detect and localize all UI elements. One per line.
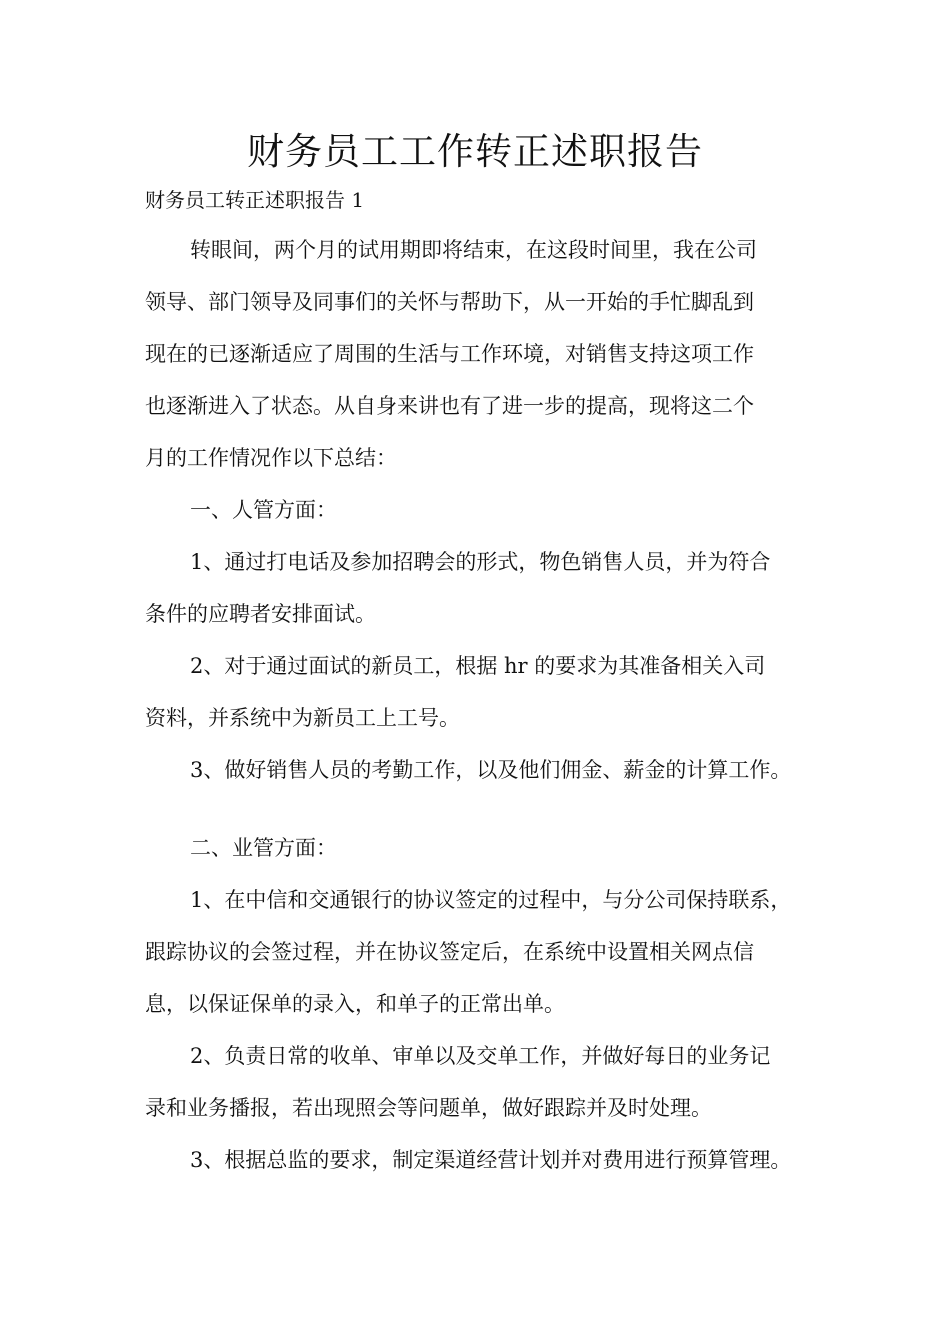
paragraph-line: 3、根据总监的要求，制定渠道经营计划并对费用进行预算管理。 [190, 1148, 792, 1172]
paragraph-line: 1、通过打电话及参加招聘会的形式，物色销售人员，并为符合 [190, 550, 771, 574]
paragraph-line: 转眼间，两个月的试用期即将结束，在这段时间里，我在公司 [190, 238, 757, 262]
document-title: 财务员工工作转正述职报告 [247, 130, 703, 173]
body-block-2 [145, 822, 825, 1186]
body-block-1 [145, 224, 825, 796]
paragraph-line: 录和业务播报，若出现照会等问题单，做好跟踪并及时处理。 [145, 1096, 712, 1120]
paragraph-line: 月的工作情况作以下总结： [145, 446, 397, 470]
paragraph-line: 条件的应聘者安排面试。 [145, 602, 376, 626]
paragraph-line: 息，以保证保单的录入，和单子的正常出单。 [145, 992, 565, 1016]
paragraph-line: 也逐渐进入了状态。从自身来讲也有了进一步的提高，现将这二个 [145, 394, 754, 418]
paragraph-line: 2、对于通过面试的新员工，根据 hr 的要求为其准备相关入司 [190, 654, 766, 678]
paragraph-line: 资料，并系统中为新员工上工号。 [145, 706, 460, 730]
paragraph-line: 3、做好销售人员的考勤工作，以及他们佣金、薪金的计算工作。 [190, 758, 792, 782]
paragraph-line: 1、在中信和交通银行的协议签定的过程中，与分公司保持联系， [190, 888, 792, 912]
document-subtitle: 财务员工转正述职报告 1 [145, 188, 365, 212]
paragraph-line: 2、负责日常的收单、审单以及交单工作，并做好每日的业务记 [190, 1044, 771, 1068]
section-heading: 二、业管方面： [190, 836, 337, 860]
paragraph-line: 领导、部门领导及同事们的关怀与帮助下，从一开始的手忙脚乱到 [145, 290, 754, 314]
paragraph-line: 现在的已逐渐适应了周围的生活与工作环境，对销售支持这项工作 [145, 342, 754, 366]
section-heading: 一、人管方面： [190, 498, 337, 522]
paragraph-line: 跟踪协议的会签过程，并在协议签定后，在系统中设置相关网点信 [145, 940, 754, 964]
